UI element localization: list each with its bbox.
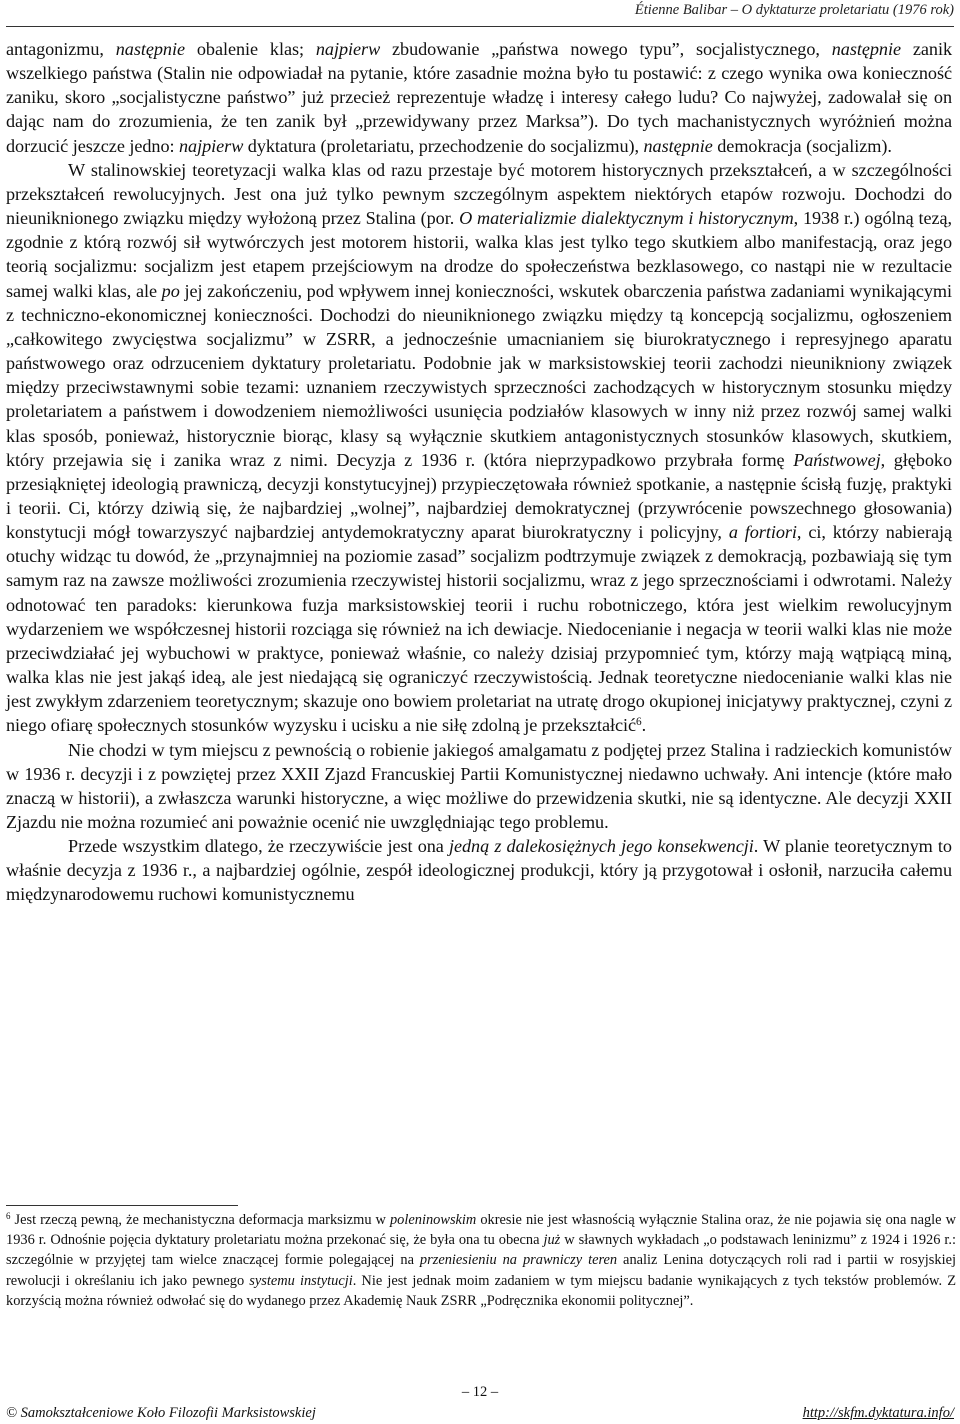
main-text (6, 37, 952, 907)
text-run: demokracja (socjalizm). (712, 135, 892, 156)
text-run: , głęboko przesiąkniętej ideologią prawniczą, decyzji konstytucyjnej) przypieczętowała również spotkanie, a następnie ścisłą fuzję, praktyki i teorii. Ci, którzy dziwią się, że najbardziej „wolnej”, najbardziej demokratycznej (przywrócenie powszechnego głosowania) konstytucji mógł towarzyszyć najbardziej antydemokratyczny aparat biurokratyczny i policyjny, (6, 449, 952, 543)
footnote (6, 1210, 956, 1311)
paragraph (6, 158, 952, 738)
emphasis: najpierw (179, 135, 244, 156)
text-run: w sławnych wykładach „o podstawach leninizmu” z 1924 i 1926 r.: szczególnie w przyjętej tam wielce znaczącej formie polegającej na (6, 1232, 956, 1269)
paragraph (6, 37, 952, 158)
emphasis: a fortiori (728, 522, 797, 543)
text-run: obalenie klas; (185, 39, 316, 59)
emphasis: najpierw (315, 39, 381, 59)
emphasis: jedną z dalekosiężnych jego konsekwencji (448, 836, 754, 857)
emphasis: następnie (643, 135, 713, 156)
text-run: . Nie jest jednak moim zadaniem w tym miejscu badanie wynikających z tych tekstów problemów. Z korzyścią można również odwołać się do wydanego przez Akademię Nauk ZSRR „Podręcznika ekonomii politycznej”. (6, 1272, 956, 1309)
text-run: . (641, 715, 647, 736)
footnote-divider (6, 1205, 238, 1206)
emphasis: przeniesieniu na prawniczy teren (419, 1252, 618, 1269)
text-run: Jest rzeczą pewną, że mechanistyczna deformacja marksizmu w (10, 1212, 390, 1228)
copyright-notice: © Samokształceniowe Koło Filozofii Marksistowskiej (6, 1405, 316, 1421)
emphasis: po (161, 280, 180, 301)
emphasis: Państwowej (793, 449, 881, 470)
emphasis: O materializmie dialektycznym i historycznym (459, 208, 794, 229)
text-run: W stalinowskiej teoretyzacji walka klas od razu przestaje być motorem historycznych przekształceń, a w szczególności przekształceń rewolucyjnych. Jest ona już tylko pewnym szczególnym aspektem niektórych etapów rozwoju. Dochodzi do nieuniknionego związku między wyłożoną przez Stalina (por. (6, 159, 952, 229)
text-run: jej zakończeniu, pod wpływem innej konieczności, wskutek obarczenia państwa zadaniami wynikającymi z techniczno-ekonomicznej konieczności. Dochodzi do nieuniknionego związku między tą koncepcją socjalizmu, ogłoszeniem „całkowitego zwycięstwa socjalizmu” w ZSRR, a jednocześnie umacnianiem się biurokratycznego i represyjnego aparatu państwowego oraz odrzuceniem dyktatury proletariatu. Podobnie jak w marksistowskiej teorii zachodzi nieunikniony związek między przeciwstawnymi sobie tezami: uznaniem rzeczywistych sprzeczności zachodzących w historycznym stosunku między proletariatem a państwem i dowodzeniem niemożliwości usunięcia podziałów klasowych w inny niż przez rozwój samej walki klas sposób, ponieważ, historycznie biorąc, klasy są wyłącznie skutkiem antagonistycznych stosunków klasowych, skutkiem, który przejawia się i zanika wraz z nimi. Decyzja z 1936 r. (która nieprzypadkowo przybrała formę (6, 280, 952, 470)
page-number: – 12 – (461, 1384, 499, 1400)
emphasis: już (543, 1232, 561, 1249)
text-run: antagonizmu, (6, 39, 116, 59)
text-run: analiz Lenina dotyczących roli rad i partii w rosyjskiej rewolucji i określaniu ich jako pewnego (6, 1252, 956, 1289)
emphasis: poleninowskim (389, 1212, 477, 1228)
website-link[interactable]: http://skfm.dyktatura.info/ (802, 1405, 954, 1421)
text-run: zbudowanie „państwa nowego typu”, socjalistycznego, (380, 39, 832, 59)
text-run: Przede wszystkim dlatego, że rzeczywiście jest ona (68, 836, 449, 857)
paragraph (6, 834, 952, 906)
header-divider (6, 26, 954, 27)
text-run: Nie chodzi w tym miejscu z pewnością o robienie jakiegoś amalgamatu z podjętej przez Stalina i radzieckich komunistów w 1936 r. decyzji i z powziętej przez XXII Zjazd Francuskiej Partii Komunistycznej niedawno uchwały. Ani intencje (które mało znaczą w historii), a zwłaszcza warunki historyczne, a więc możliwe do przewidzenia skutki, nie są identyczne. Ale decyzji XXII Zjazdu nie można rozumieć ani poważnie ocenić nie uwzględniając tego problemu. (6, 739, 952, 832)
running-header: Étienne Balibar – O dyktaturze proletariatu (1976 rok) (634, 2, 954, 18)
emphasis: systemu instytucji (249, 1272, 353, 1289)
text-run: zanik wszelkiego państwa (Stalin nie odpowiadał na pytanie, które zasadnie można było tu postawić: z czego wynika owa konieczność zaniku, skoro „socjalistyczne państwo” już przecież reprezentuje władzę i interesy całego ludu? Co najwyżej, zadowalał się on dając nam do zrozumienia, że ten zanik był „przewidywany przez Marksa”). Do tych machanistycznych wyróżnień można dorzucić jeszcze jedno: (6, 39, 953, 156)
text-run: . W planie teoretycznym to właśnie decyzja z 1936 r., a najbardziej ogólnie, zespół ideologicznej produkcji, który ją przygotował i osłonił, narzuciła całemu międzynarodowemu ruchowi komunistycznemu (6, 836, 952, 905)
text-run: , 1938 r.) ogólną tezą, zgodnie z którą rozwój sił wytwórczych jest motorem historii, walka klas jest tylko tego skutkiem albo manifestacją, oraz jego teorią socjalizmu: socjalizm jest etapem przejściowym na drodze do społeczeństwa bezklasowego, co nastąpi nie w rezultacie samej walki klas, ale (6, 208, 953, 301)
emphasis: następnie (115, 39, 186, 59)
paragraph (6, 738, 952, 835)
text-run: , ci, którzy nabierają otuchy widząc tu dowód, że „przynajmniej na poziomie zasad” socjalizm podtrzymuje związek z demokracją, pozbawiają się tym samym raz na zawsze możliwości zrozumienia rzeczywistej historii socjalizmu, wraz z jego sprzecznościami i odwrotami. Należy odnotować ten paradoks: kierunkowa fuzja marksistowskiej teorii i ruchu robotniczego, która jest wielkim rewolucyjnym wydarzeniem we współczesnej historii rozciąga się również na ich dewiacje. Niedocenianie i negacja w teorii walki klas nie może przeciwdziałać jej wybuchowi w praktyce, ponieważ właśnie, co należy dzisiaj przypomnieć tym, którzy mają wątpiącą miną, walka klas nie jest jakąś ideą, ale jest niedającą się ograniczyć rzeczywistością. Jednak teoretyczne niedocenianie walki klas nie jest zwykłym zdarzeniem teoretycznym; skazuje ono bowiem proletariat na utratę drogo okupionej inicjatywy praktycznej, czyni z niego ofiarę społecznych stosunków wyzysku i ucisku a nie siłę zdolną je przekształcić (6, 522, 952, 736)
text-run: okresie nie jest własnością wyłącznie Stalina oraz, że nie pojawia się ona nagle w 1936 r. Odnośnie pojęcia dyktatury proletariatu można przekonać się, że była ona tu obecna (6, 1212, 956, 1249)
footnote-text (6, 1210, 956, 1311)
emphasis: następnie (831, 39, 902, 59)
text-run: dyktatura (proletariatu, przechodzenie do socjalizmu), (243, 135, 644, 156)
footnote-marker: 6 (636, 716, 642, 729)
footnote-marker: 6 (6, 1211, 11, 1222)
